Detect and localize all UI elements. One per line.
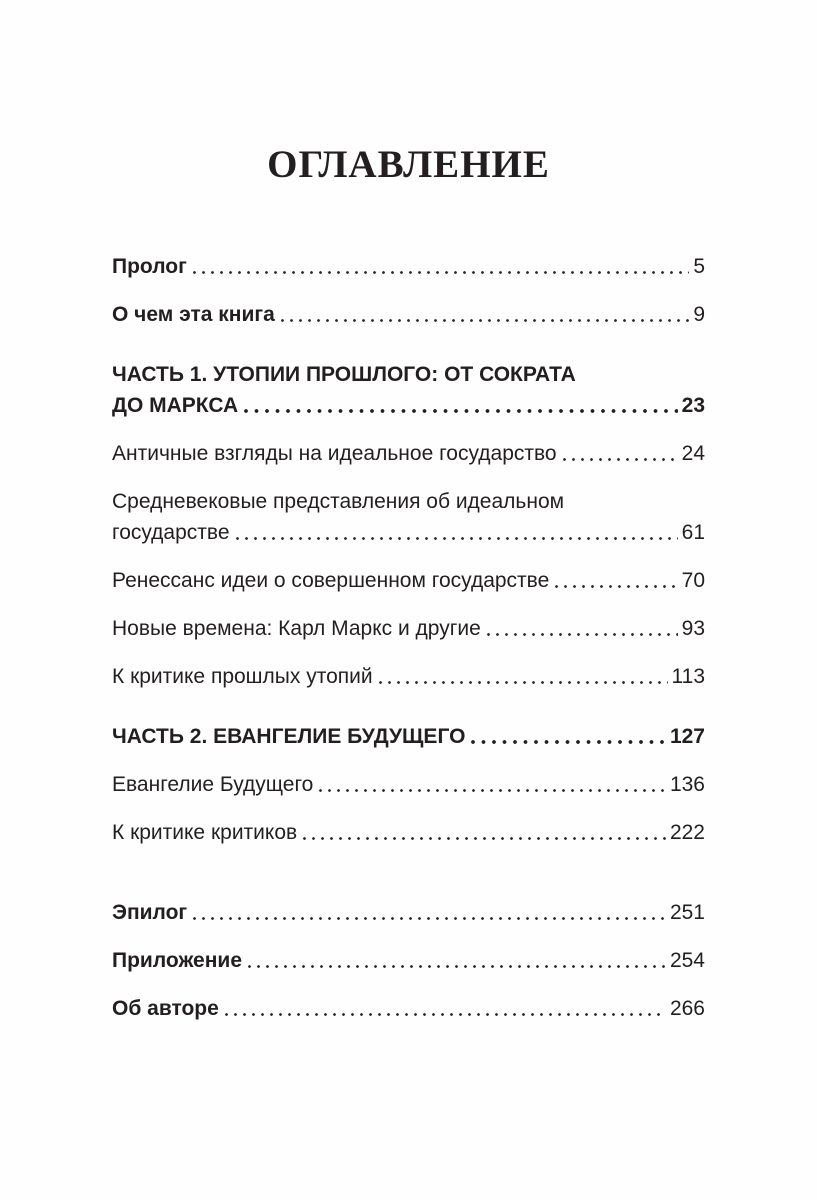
- toc-entry-page: 222: [669, 821, 705, 844]
- toc-entry-label: Приложение: [112, 949, 243, 972]
- toc-entry-label: К критике критиков: [112, 821, 298, 844]
- toc-entry-label: Античные взгляды на идеальное государство: [112, 442, 557, 465]
- toc-entry-label-line1: ЧАСТЬ 1. УТОПИИ ПРОШЛОГО: ОТ СОКРАТА: [112, 363, 576, 386]
- dot-leader: [236, 537, 678, 540]
- toc-entry-label-line1: Средневековые представления об идеальном: [112, 490, 565, 513]
- toc-entry-about-book: [112, 299, 705, 330]
- toc-entry-prologue: [112, 251, 705, 282]
- toc-entry-new-times: [112, 613, 705, 644]
- toc-entry-gospel-of-future: [112, 769, 705, 800]
- toc-entry-page: 70: [681, 569, 705, 592]
- toc-entry-label: Новые времена: Карл Маркс и другие: [112, 617, 481, 640]
- toc-entry-page: 23: [681, 394, 705, 417]
- toc-entry-label-line2: ДО МАРКСА: [112, 394, 239, 417]
- toc-entry-page: 251: [669, 901, 705, 924]
- toc-entry-label: Пролог: [112, 255, 187, 278]
- toc-entry-critique-of-critics: [112, 817, 705, 848]
- toc-entry-page: 61: [681, 521, 705, 544]
- toc-entry-page: 9: [693, 303, 705, 326]
- toc-entry-page: 254: [669, 949, 705, 972]
- toc-entry-page: 113: [671, 665, 705, 688]
- toc-entry-renaissance-ideas: [112, 565, 705, 596]
- toc-entry-label-line2: государстве: [112, 521, 230, 544]
- toc-entry-label: Эпилог: [112, 901, 188, 924]
- toc-entry-about-author: [112, 993, 705, 1024]
- toc-entry-page: 5: [693, 255, 705, 278]
- dot-leader: [248, 965, 666, 968]
- dot-leader: [555, 585, 677, 588]
- toc-entry-page: 93: [681, 617, 705, 640]
- dot-leader: [563, 458, 678, 461]
- dot-leader: [193, 917, 666, 920]
- toc-entry-antique-views: [112, 438, 705, 469]
- toc-entry-critique-past-utopias: [112, 661, 705, 692]
- toc-entry-page: 127: [669, 725, 705, 748]
- toc-entry-label: К критике прошлых утопий: [112, 665, 373, 688]
- toc-entry-page: 136: [669, 773, 705, 796]
- dot-leader: [303, 837, 666, 840]
- toc-entry-part-2: [112, 721, 705, 752]
- toc-entry-page: 24: [681, 442, 705, 465]
- dot-leader: [379, 681, 668, 684]
- dot-leader: [281, 319, 690, 322]
- toc-entry-appendix: [112, 945, 705, 976]
- toc-entry-epilogue: [112, 897, 705, 928]
- toc-entry-medieval-ideas: [112, 486, 705, 548]
- toc-entry-part-1: [112, 359, 705, 421]
- toc-entry-page: 266: [669, 997, 705, 1020]
- dot-leader: [319, 789, 666, 792]
- toc-entry-label: Об авторе: [112, 997, 219, 1020]
- toc-entry-label: Евангелие Будущего: [112, 773, 314, 796]
- toc-entry-label: ЧАСТЬ 2. ЕВАНГЕЛИЕ БУДУЩЕГО: [112, 725, 466, 748]
- dot-leader: [225, 1013, 666, 1016]
- toc-entry-label: Ренессанс идеи о совершенном государстве: [112, 569, 550, 592]
- dot-leader: [244, 409, 677, 413]
- toc-entry-label: О чем эта книга: [112, 303, 275, 326]
- page-title: ОГЛАВЛЕНИЕ: [267, 143, 550, 186]
- dot-leader: [487, 633, 678, 636]
- dot-leader: [193, 271, 689, 274]
- toc-list: [112, 251, 705, 1024]
- dot-leader: [471, 740, 666, 744]
